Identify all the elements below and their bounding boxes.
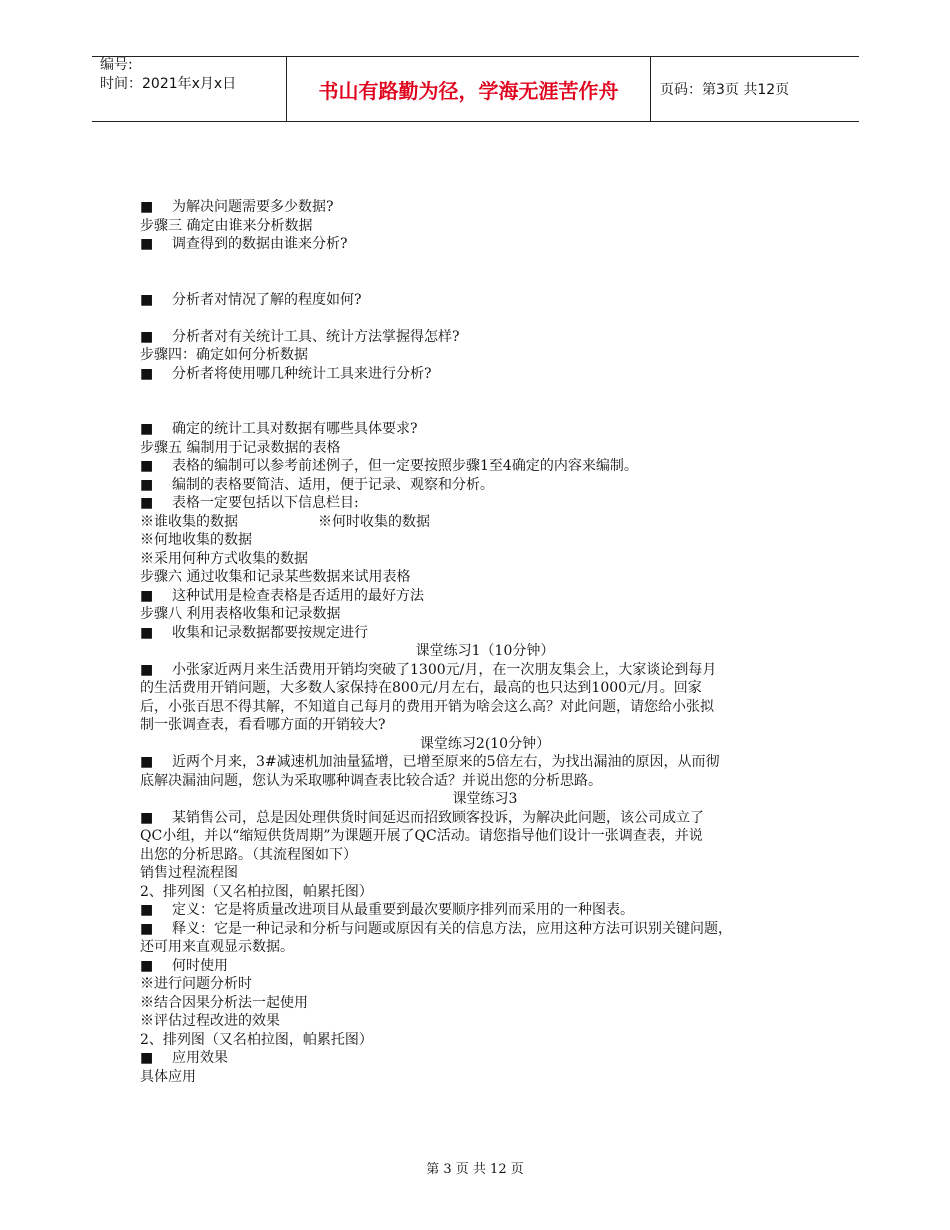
bullet-line: ■ 调查得到的数据由谁来分析? bbox=[140, 236, 348, 252]
step-heading: 步骤八 利用表格收集和记录数据 bbox=[140, 606, 341, 622]
exercise-title: 课堂练习2(10分钟） bbox=[419, 735, 551, 752]
exercise-title: 课堂练习1（10分钟） bbox=[415, 643, 555, 659]
note-line: ※谁收集的数据 ※何时收集的数据 bbox=[140, 513, 430, 530]
bullet-line: ■ 分析者对情况了解的程度如何? bbox=[140, 291, 362, 308]
note-line: ※结合因果分析法一起使用 bbox=[140, 994, 308, 1011]
section-label: 销售过程流程图 bbox=[140, 865, 238, 881]
paragraph-line: QC小组，并以“缩短供货周期”为课题开展了QC活动。请您指导他们设计一张调查表，并说 bbox=[140, 828, 703, 844]
bullet-line: ■ 何时使用 bbox=[140, 957, 228, 974]
step-heading: 步骤六 通过收集和记录某些数据来试用表格 bbox=[140, 569, 411, 585]
step-heading: 步骤四：确定如何分析数据 bbox=[140, 347, 308, 363]
section-heading: 2、排列图（又名柏拉图，帕累托图） bbox=[140, 1031, 373, 1048]
header-meta bbox=[100, 56, 236, 94]
page-footer: 第 3 页 共 12 页 bbox=[426, 1162, 524, 1177]
section-label: 具体应用 bbox=[140, 1068, 196, 1085]
step-heading: 步骤五 编制用于记录数据的表格 bbox=[140, 439, 341, 456]
exercise-title: 课堂练习3 bbox=[452, 791, 518, 807]
paragraph-line: 的生活费用开销问题，大多数人家保持在800元/月左右，最高的也只达到1000元/月。回家 bbox=[140, 680, 702, 696]
bullet-line: ■ 编制的表格要简洁、适用，便于记录、观察和分析。 bbox=[140, 476, 494, 493]
header-motto: 书山有路勤为径，学海无涯苦作舟 bbox=[318, 78, 619, 103]
header-page-label: 页码：第3页 共12页 bbox=[660, 82, 790, 98]
paragraph-line: 后，小张百思不得其解，不知道自己每月的费用开销为啥会这么高？对此问题，请您给小张拟 bbox=[140, 698, 714, 715]
section-heading: 2、排列图（又名柏拉图，帕累托图） bbox=[140, 883, 373, 900]
bullet-line: ■ 分析者对有关统计工具、统计方法掌握得怎样? bbox=[140, 328, 460, 345]
bullet-line: ■ 这种试用是检查表格是否适用的最好方法 bbox=[140, 587, 424, 604]
paragraph-line: 制一张调查表，看看哪方面的开销较大? bbox=[140, 717, 386, 733]
bullet-line: ■ 分析者将使用哪几种统计工具来进行分析? bbox=[140, 365, 432, 382]
bullet-line: ■ 为解决问题需要多少数据? bbox=[140, 199, 334, 215]
paragraph-line: 出您的分析思路。（其流程图如下） bbox=[140, 846, 357, 863]
bullet-line: ■ 表格一定要包括以下信息栏目: bbox=[140, 495, 359, 511]
bullet-line: ■ 表格的编制可以参考前述例子，但一定要按照步骤1至4确定的内容来编制。 bbox=[140, 458, 638, 474]
paragraph-line: ■ 小张家近两月来生活费用开销均突破了1300元/月，在一次朋友集会上，大家谈论到每月 bbox=[140, 661, 717, 678]
note-line: ※采用何种方式收集的数据 bbox=[140, 550, 308, 567]
doc-code-label: 编号: bbox=[100, 57, 133, 73]
paragraph-line: 底解决漏油问题，您认为采取哪种调查表比较合适？并说出您的分析思路。 bbox=[140, 772, 602, 789]
bullet-line: ■ 释义：它是一种记录和分析与问题或原因有关的信息方法，应用这种方法可识别关键问题， bbox=[140, 920, 732, 937]
paragraph-line: ■ 某销售公司，总是因处理供货时间延迟而招致顾客投诉，为解决此问题，该公司成立了 bbox=[140, 809, 704, 826]
note-line: ※进行问题分析时 bbox=[140, 976, 252, 992]
paragraph-line: ■ 近两个月来，3#减速机加油量猛增，已增至原来的5倍左右，为找出漏油的原因，从而彻 bbox=[140, 754, 720, 770]
bullet-line: ■ 定义：它是将质量改进项目从最重要到最次要顺序排列而采用的一种图表。 bbox=[140, 902, 634, 918]
header-divider bbox=[650, 56, 651, 122]
document-body bbox=[140, 198, 830, 1086]
bullet-line: ■ 收集和记录数据都要按规定进行 bbox=[140, 624, 368, 641]
step-heading: 步骤三 确定由谁来分析数据 bbox=[140, 217, 313, 234]
bullet-line: ■ 确定的统计工具对数据有哪些具体要求? bbox=[140, 421, 418, 437]
note-line: ※评估过程改进的效果 bbox=[140, 1013, 280, 1029]
note-line: ※何地收集的数据 bbox=[140, 532, 252, 548]
doc-time-label: 时间：2021年x月x日 bbox=[100, 76, 237, 92]
bullet-line: ■ 应用效果 bbox=[140, 1050, 228, 1066]
paragraph-line: 还可用来直观显示数据。 bbox=[140, 939, 294, 955]
